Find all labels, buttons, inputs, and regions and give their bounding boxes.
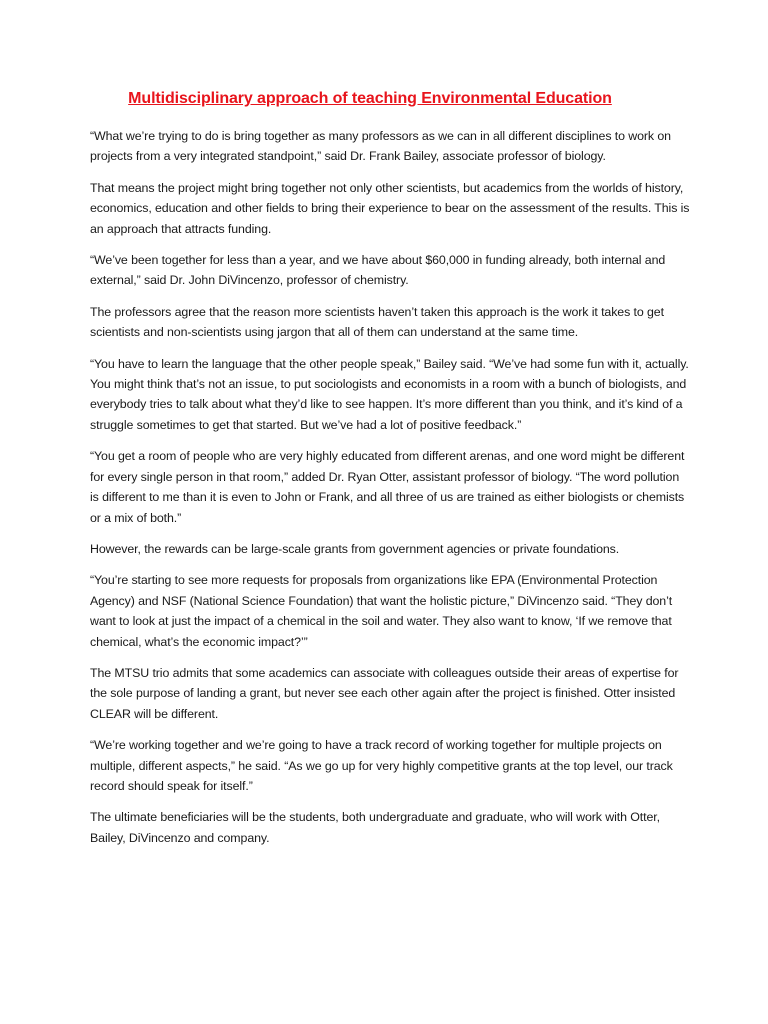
paragraph: However, the rewards can be large-scale grants from government agencies or private foundations. (90, 541, 620, 556)
paragraph: That means the project might bring together not only other scientists, but academics from the worlds of history, economics, education and other fields to bring their experience to bear on the assessment of the results. This is an approach that attracts funding. (90, 180, 690, 236)
paragraph: The MTSU trio admits that some academics can associate with colleagues outside their areas of expertise for the sole purpose of landing a grant, but never see each other again after the project is finished. Otter insisted CLEAR will be different. (90, 665, 679, 721)
paragraph: The professors agree that the reason more scientists haven’t taken this approach is the work it takes to get scientists and non-scientists using jargon that all of them can understand at the same time. (90, 304, 664, 340)
paragraph: “You’re starting to see more requests for proposals from organizations like EPA (Environmental Protection Agency) and NSF (National Science Foundation) that want the holistic picture,” DiVincenzo said. “They don’t want to look at just the impact of a chemical in the soil and water. They also want to know, ‘If we remove that chemical, what’s the economic impact?’” (90, 573, 673, 649)
document-title: Multidisciplinary approach of teaching Environmental Education (128, 90, 612, 107)
paragraph: The ultimate beneficiaries will be the students, both undergraduate and graduate, who will work with Otter, Bailey, DiVincenzo and company. (90, 810, 660, 845)
paragraph: “We’ve been together for less than a year, and we have about $60,000 in funding already, both internal and external,” said Dr. John DiVincenzo, professor of chemistry. (90, 253, 666, 288)
paragraph: “We’re working together and we’re going to have a track record of working together for multiple projects on multiple, different aspects,” he said. “As we go up for very highly competitive grants at the top level, our track record should speak for itself.” (90, 738, 673, 793)
paragraph: “What we’re trying to do is bring together as many professors as we can in all different disciplines to work on projects from a very integrated standpoint,” said Dr. Frank Bailey, associate professor of biology. (90, 129, 671, 164)
document-body (90, 126, 690, 859)
paragraph: “You have to learn the language that the other people speak,” Bailey said. “We’ve had some fun with it, actually. You might think that’s not an issue, to put sociologists and economists in a room with a bunch of biologists, and everybody tries to talk about what they’d like to see happen. It’s more different than you think, and it’s kind of a struggle sometimes to get that started. But we’ve had a lot of positive feedback.” (90, 356, 689, 432)
paragraph: “You get a room of people who are very highly educated from different arenas, and one word might be different for every single person in that room,” added Dr. Ryan Otter, assistant professor of biology. “The word pollution is different to me than it is even to John or Frank, and all three of us are trained as either biologists or chemists or a mix of both.” (90, 449, 685, 525)
